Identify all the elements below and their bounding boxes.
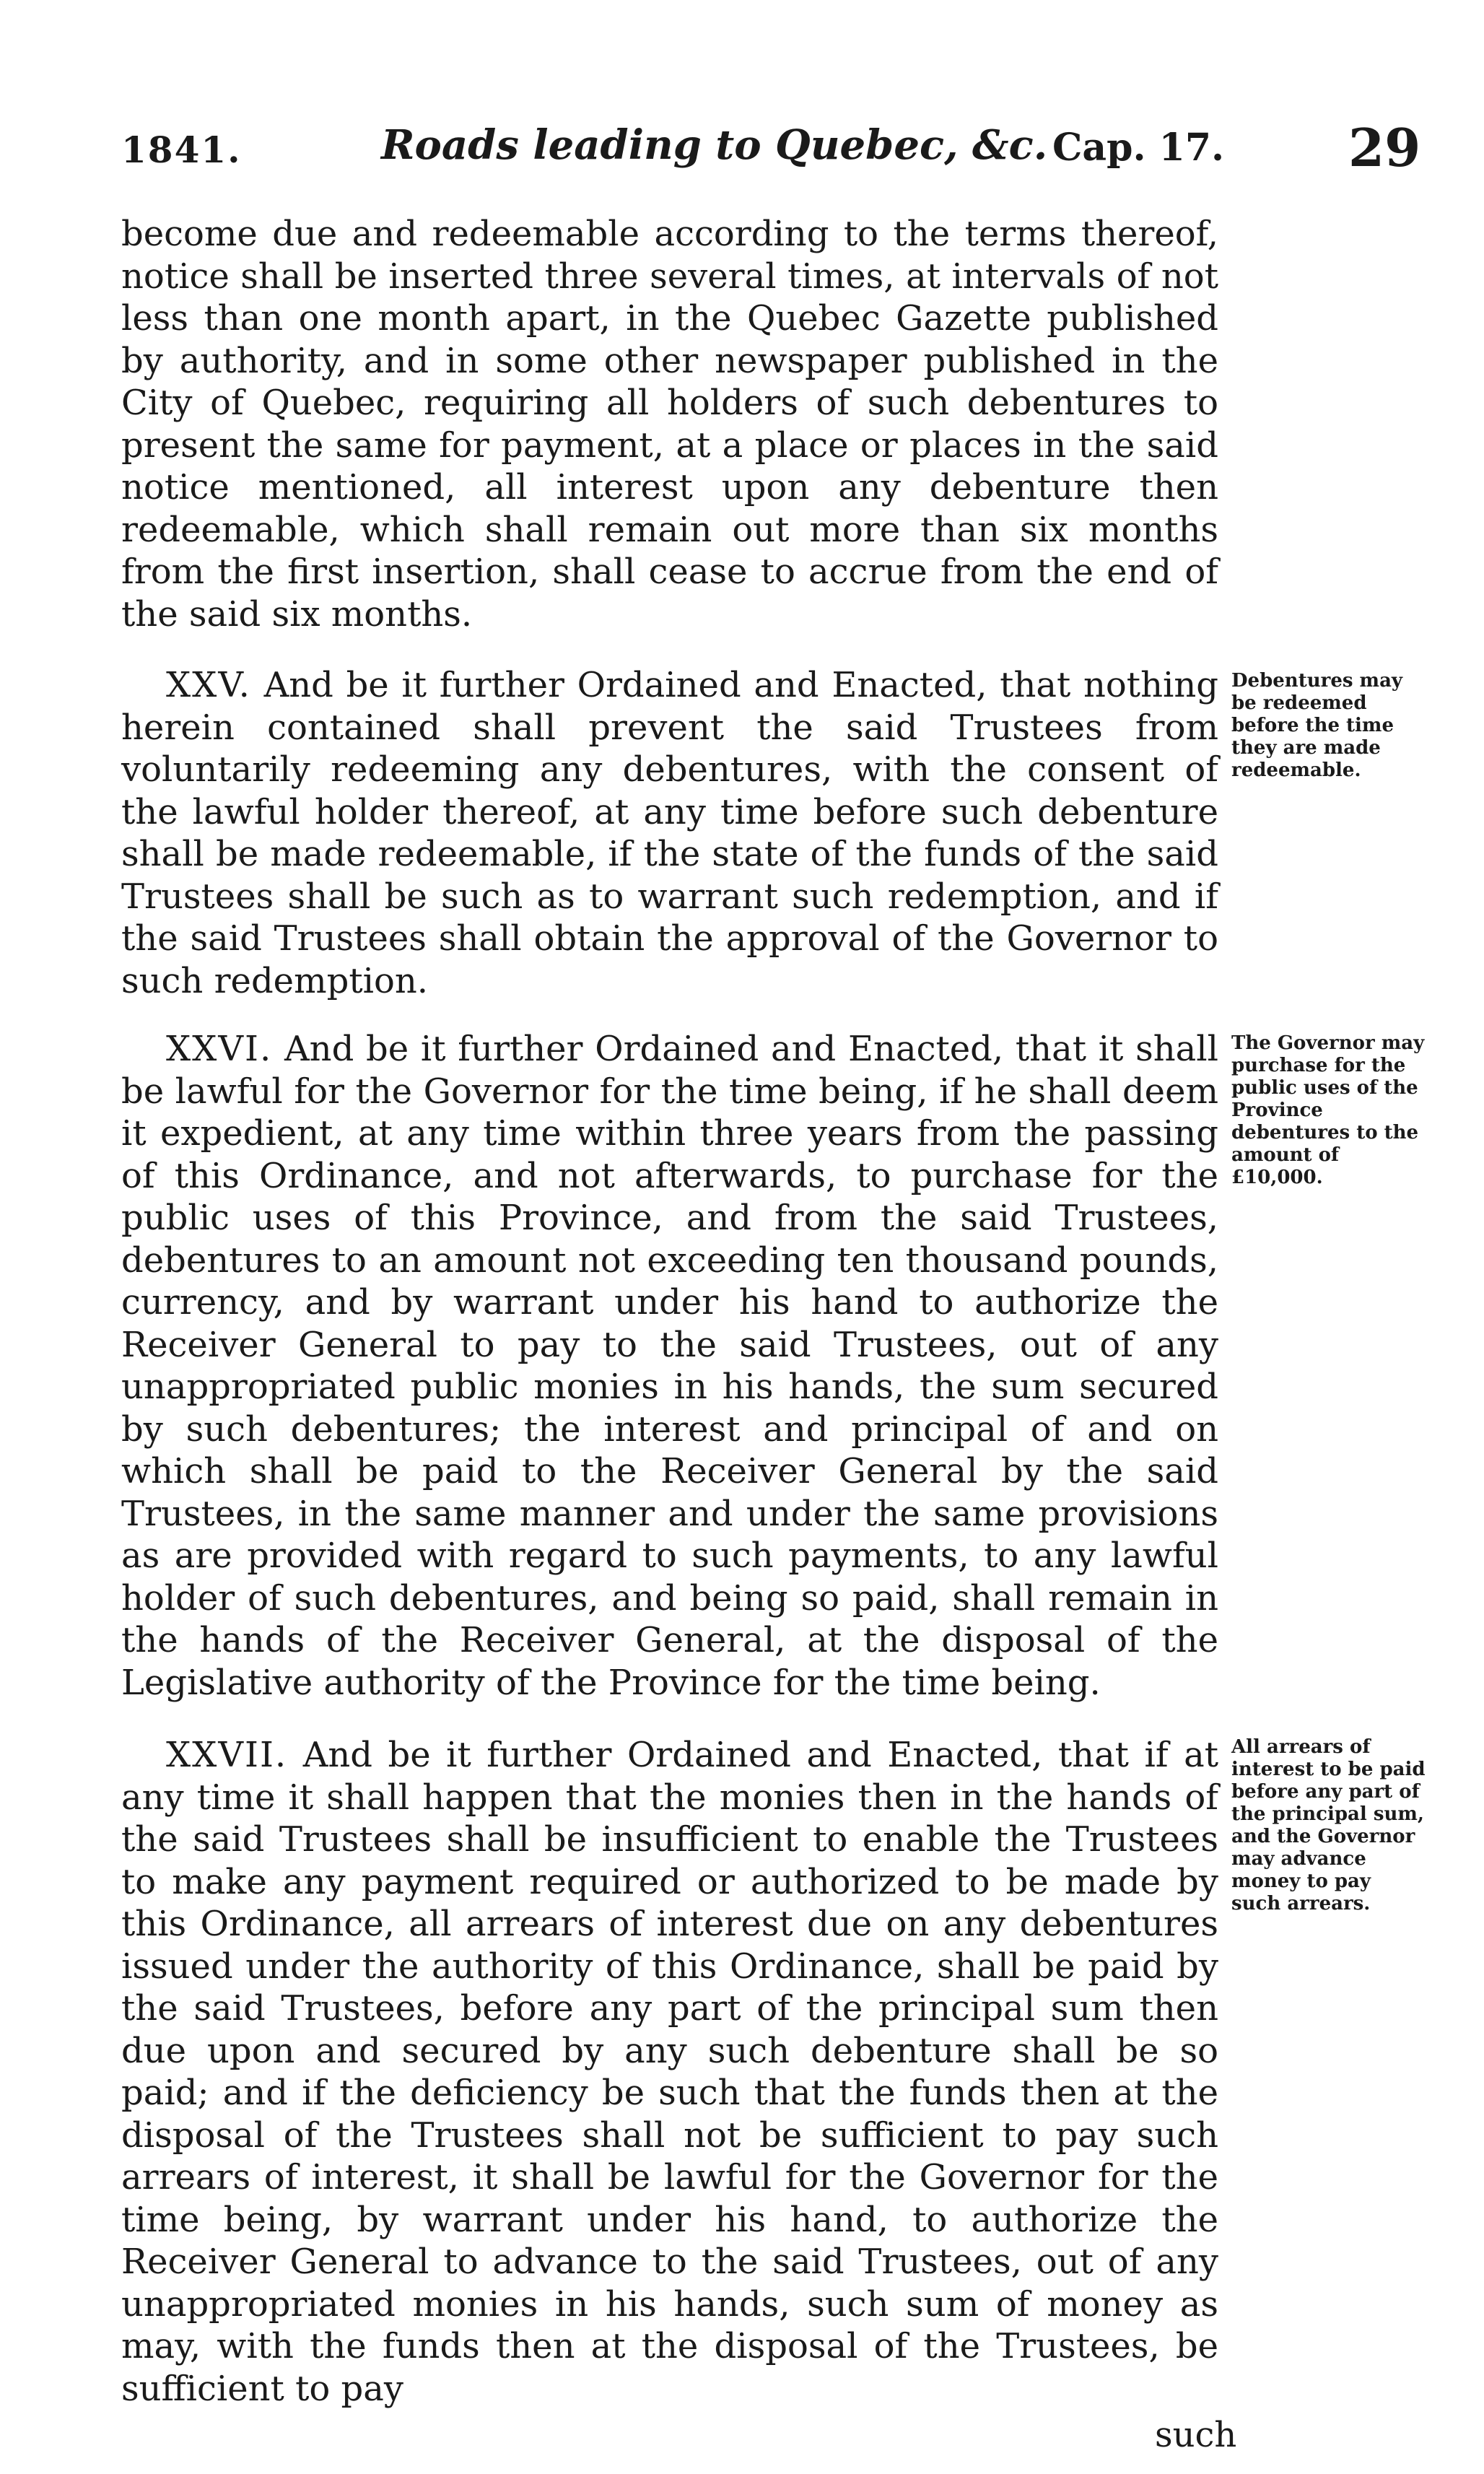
paragraph-text: become due and redeemable according to the terms thereof, notice shall be inserted three several times, at intervals of not less than one month apart, in the Quebec Gazette published by authority, and in some other newspaper published in the City of Quebec, requiring all holders of such debentures to present the same for payment, at a place or places in the said notice mentioned, all interest upon any debenture then redeemable, which shall remain out more than six months from the first insertion, shall cease to accrue from the end of the said six months. — [121, 214, 1218, 635]
paragraph-continuation — [121, 213, 1218, 635]
paragraph-text: And be it further Ordained and Enacted, that if at any time it shall happen that the monies then in the hands of the said Trustees shall be insufficient to enable the Trustees to make any payment required or authorized to be made by this Ordinance, all arrears of interest due on any debentures issued under the authority of this Ordinance, shall be paid by the said Trustees, before any part of the principal sum then due upon and secured by any such debenture shall be so paid; and if the deficiency be such that the funds then at the disposal of the Trustees shall not be sufficient to pay such arrears of interest, it shall be lawful for the Governor for the time being, by warrant under his hand, to authorize the Receiver General to advance to the said Trustees, out of any unappropriated monies in his hands, such sum of money as may, with the funds then at the disposal of the Trustees, be sufficient to pay — [121, 1735, 1218, 2409]
section-xxvii — [121, 1734, 1218, 2410]
section-xxvi — [121, 1028, 1218, 1704]
margin-note-xxvi: The Governor may purchase for the public uses of the Province debentures to the amount of £10,000. — [1231, 1032, 1425, 1188]
header-year: 1841. — [121, 129, 242, 171]
paragraph-text: And be it further Ordained and Enacted, that nothing herein contained shall prevent the said Trustees from voluntarily redeeming any debentures, with the consent of the lawful holder thereof, at any time before such debenture shall be made redeemable, if the state of the funds of the said Trustees shall be such as to warrant such redemption, and if the said Trustees shall obtain the approval of the Governor to such redemption. — [121, 665, 1218, 1001]
section-number: XXVI. — [166, 1029, 273, 1069]
margin-note-xxvii: All arrears of interest to be paid before any part of the principal sum, and the Governor may advance money to pay such arrears. — [1231, 1736, 1426, 1915]
section-number: XXV. — [166, 665, 251, 705]
header-chapter: Cap. 17. — [1052, 126, 1225, 170]
catchword: such — [1155, 2415, 1237, 2455]
paragraph-text: And be it further Ordained and Enacted, that it shall be lawful for the Governor for the time being, if he shall deem it expedient, at any time within three years from the passing of this Ordinance, and not afterwards, to purchase for the public uses of this Province, and from the said Trustees, debentures to an amount not exceeding ten thousand pounds, currency, and by warrant under his hand to authorize the Receiver General to pay to the said Trustees, out of any unappropriated public monies in his hands, the sum secured by such debentures; the interest and principal of and on which shall be paid to the Receiver General by the said Trustees, in the same manner and under the same provisions as are provided with regard to such payments, to any lawful holder of such debentures, and being so paid, shall remain in the hands of the Receiver General, at the disposal of the Legislative authority of the Province for the time being. — [121, 1029, 1218, 1703]
section-number: XXVII. — [166, 1735, 288, 1775]
page-number: 29 — [1348, 117, 1421, 178]
header-title: Roads leading to Quebec, &c. — [381, 121, 1048, 169]
section-xxv — [121, 664, 1218, 1002]
margin-note-xxv: Debentures may be redeemed before the time they are made redeemable. — [1231, 670, 1403, 781]
running-header — [121, 117, 1421, 186]
